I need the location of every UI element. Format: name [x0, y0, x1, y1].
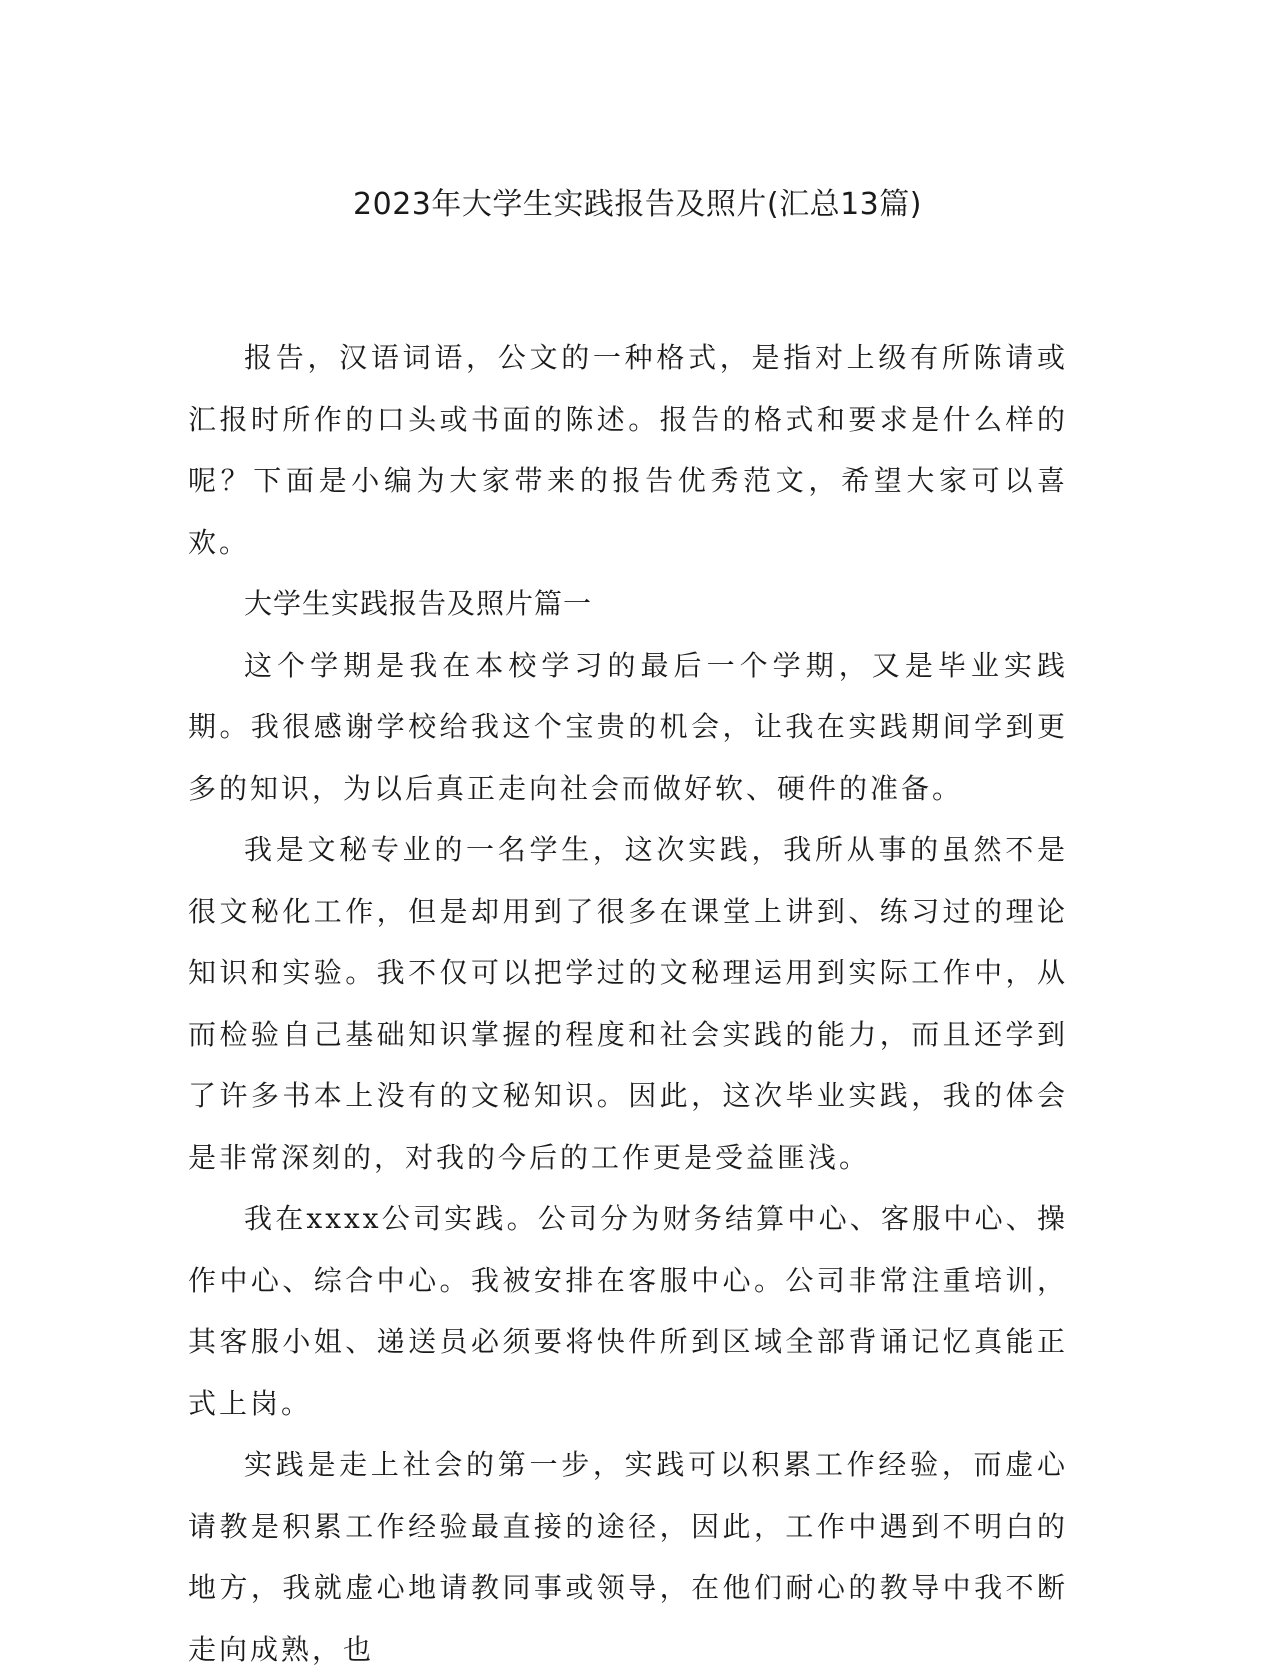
body-paragraph: 实践是走上社会的第一步，实践可以积累工作经验，而虚心请教是积累工作经验最直接的途径，因此，工作中遇到不明白的地方，我就虚心地请教同事或领导，在他们耐心的教导中我不断走向成熟，也	[188, 1448, 1068, 1666]
section-heading: 大学生实践报告及照片篇一	[244, 587, 593, 620]
document-body	[188, 327, 1068, 1680]
body-paragraph: 我在xxxx公司实践。公司分为财务结算中心、客服中心、操作中心、综合中心。我被安排在客服中心。公司非常注重培训，其客服小姐、递送员必须要将快件所到区域全部背诵记忆真能正式上岗。	[188, 1202, 1068, 1420]
body-paragraph: 这个学期是我在本校学习的最后一个学期，又是毕业实践期。我很感谢学校给我这个宝贵的机会，让我在实践期间学到更多的知识，为以后真正走向社会而做好软、硬件的准备。	[188, 648, 1068, 805]
document-title: 2023年大学生实践报告及照片(汇总13篇)	[353, 187, 922, 222]
intro-paragraph: 报告，汉语词语，公文的一种格式，是指对上级有所陈请或汇报时所作的口头或书面的陈述。报告的格式和要求是什么样的呢？下面是小编为大家带来的报告优秀范文，希望大家可以喜欢。	[188, 341, 1068, 559]
body-paragraph: 我是文秘专业的一名学生，这次实践，我所从事的虽然不是很文秘化工作，但是却用到了很多在课堂上讲到、练习过的理论知识和实验。我不仅可以把学过的文秘理运用到实际工作中，从而检验自己基础知识掌握的程度和社会实践的能力，而且还学到了许多书本上没有的文秘知识。因此，这次毕业实践，我的体会是非常深刻的，对我的今后的工作更是受益匪浅。	[188, 833, 1068, 1174]
